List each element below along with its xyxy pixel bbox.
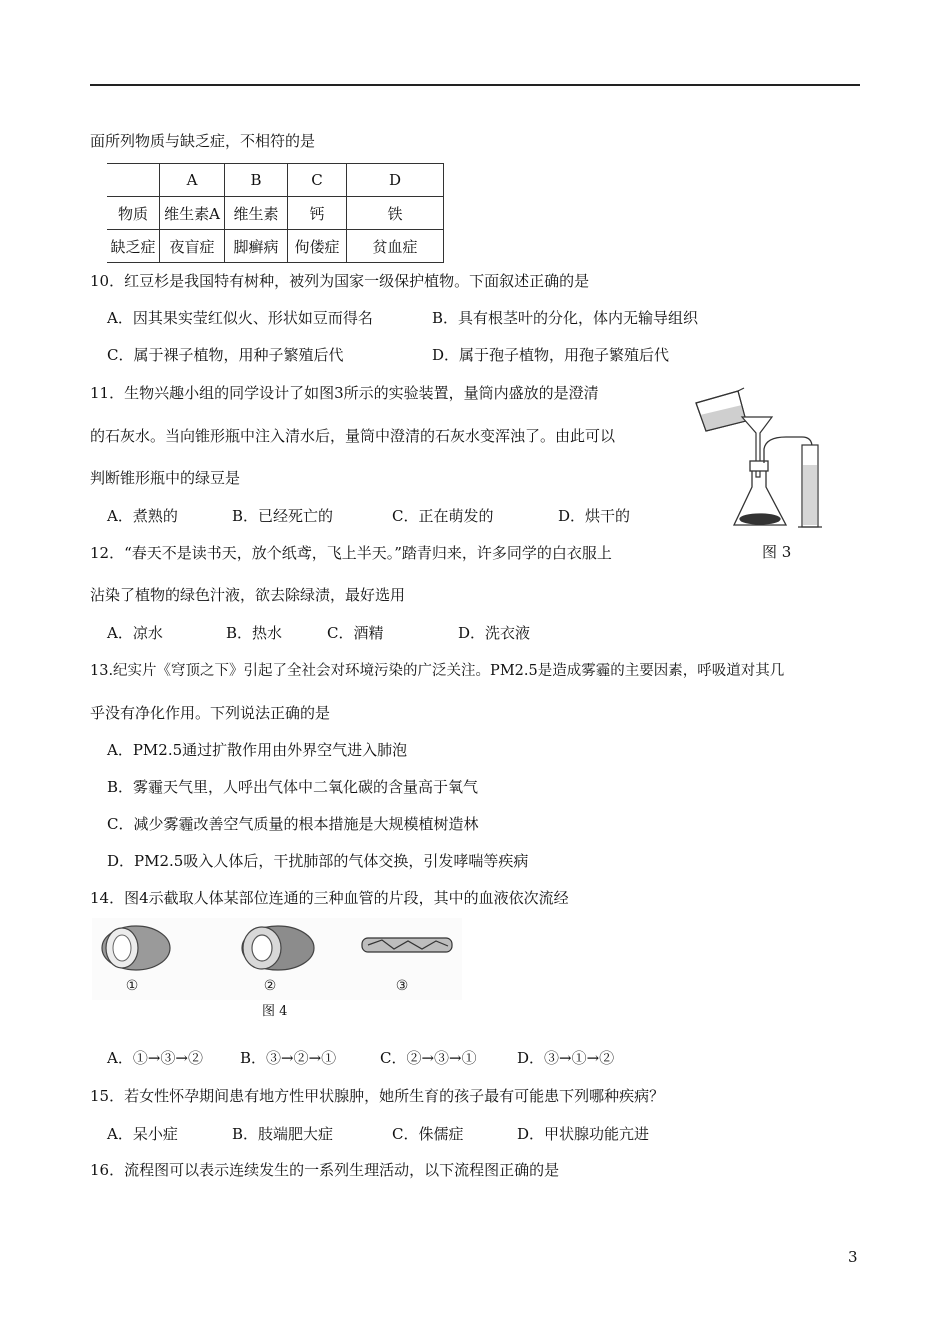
- table-cell: 维生素A: [160, 197, 225, 230]
- q15-option-b: B．肢端肥大症: [232, 1125, 334, 1143]
- table-row: [107, 164, 444, 197]
- q11-option-c: C．正在萌发的: [392, 507, 494, 525]
- figure-4-caption: 图 4: [262, 1004, 288, 1019]
- q14-stem: 14．图4示截取人体某部位连通的三种血管的片段，其中的血液依次流经: [90, 889, 569, 907]
- conical-flask-icon: [734, 461, 786, 525]
- q14-option-a: A．①→③→②: [107, 1049, 203, 1067]
- table-row: [107, 230, 444, 263]
- header-rule: [90, 84, 860, 86]
- q12-option-a: A．凉水: [107, 624, 163, 642]
- q10-option-a: A．因其果实莹红似火、形状如豆而得名: [107, 309, 373, 327]
- q12-stem-2: 沾染了植物的绿色汁液，欲去除绿渍，最好选用: [90, 586, 406, 604]
- q11-stem-1: 11．生物兴趣小组的同学设计了如图3所示的实验装置，量筒内盛放的是澄清: [90, 384, 599, 402]
- vessel-2-icon: [242, 926, 314, 970]
- q12-option-c: C．酒精: [327, 624, 384, 642]
- q11-option-b: B．已经死亡的: [232, 507, 334, 525]
- vessel-label-1: ①: [125, 978, 139, 994]
- q13-option-d: D．PM2.5吸入人体后，干扰肺部的气体交换，引发哮喘等疾病: [107, 852, 529, 870]
- q10-stem: 10．红豆杉是我国特有树种，被列为国家一级保护植物。下面叙述正确的是: [90, 272, 590, 290]
- figure-3-caption: 图 3: [762, 543, 792, 561]
- table-cell: 铁: [347, 197, 444, 230]
- vessel-label-2: ②: [263, 978, 277, 994]
- q16-stem: 16．流程图可以表示连续发生的一系列生理活动，以下流程图正确的是: [90, 1161, 560, 1179]
- table-cell: 钙: [288, 197, 347, 230]
- table-cell: C: [288, 164, 347, 197]
- q12-option-d: D．洗衣液: [458, 624, 531, 642]
- q12-stem-1: 12．“春天不是读书天，放个纸鸢，飞上半天。”踏青归来，许多同学的白衣服上: [90, 544, 612, 562]
- q12-option-b: B．热水: [226, 624, 283, 642]
- table-cell: D: [347, 164, 444, 197]
- table-cell: A: [160, 164, 225, 197]
- table-cell: 缺乏症: [107, 230, 160, 263]
- vessel-3-icon: [362, 938, 452, 952]
- table-cell: 贫血症: [347, 230, 444, 263]
- beaker-icon: [696, 388, 746, 431]
- q13-option-a: A．PM2.5通过扩散作用由外界空气进入肺泡: [107, 741, 408, 759]
- q13-option-c: C．减少雾霾改善空气质量的根本措施是大规模植树造林: [107, 815, 479, 833]
- q10-option-d: D．属于孢子植物，用孢子繁殖后代: [432, 346, 670, 364]
- q14-option-c: C．②→③→①: [380, 1049, 477, 1067]
- q13-stem-1: 13.纪实片《穹顶之下》引起了全社会对环境污染的广泛关注。PM2.5是造成雾霾的主要因素，呼吸道对其几: [90, 663, 785, 679]
- q10-option-b: B．具有根茎叶的分化，体内无输导组织: [432, 309, 699, 327]
- q11-option-d: D．烘干的: [558, 507, 631, 525]
- q10-option-c: C．属于裸子植物，用种子繁殖后代: [107, 346, 344, 364]
- table-cell: 夜盲症: [160, 230, 225, 263]
- deficiency-table: [107, 163, 444, 263]
- q9-stem-tail: 面所列物质与缺乏症，不相符的是: [90, 132, 316, 150]
- vessel-1-icon: [102, 926, 170, 970]
- table-cell: 佝偻症: [288, 230, 347, 263]
- q13-option-b: B．雾霾天气里，人呼出气体中二氧化碳的含量高于氧气: [107, 778, 479, 796]
- vessel-label-3: ③: [395, 978, 409, 994]
- q11-option-a: A．煮熟的: [107, 507, 178, 525]
- page-number: 3: [848, 1248, 858, 1266]
- q15-option-a: A．呆小症: [107, 1125, 178, 1143]
- table-cell: 维生素: [225, 197, 288, 230]
- table-cell: B: [225, 164, 288, 197]
- q15-stem: 15．若女性怀孕期间患有地方性甲状腺肿，她所生育的孩子最有可能患下列哪种疾病？: [90, 1087, 665, 1105]
- q15-option-c: C．侏儒症: [392, 1125, 464, 1143]
- q15-option-d: D．甲状腺功能亢进: [517, 1125, 650, 1143]
- q13-stem-2: 乎没有净化作用。下列说法正确的是: [90, 704, 331, 722]
- blood-vessels-figure: [92, 918, 462, 1000]
- q11-stem-3: 判断锥形瓶中的绿豆是: [90, 469, 241, 487]
- experiment-apparatus-figure: [690, 385, 830, 535]
- table-cell: 物质: [107, 197, 160, 230]
- measuring-cylinder-icon: [798, 445, 822, 527]
- q14-option-b: B．③→②→①: [240, 1049, 337, 1067]
- q14-option-d: D．③→①→②: [517, 1049, 615, 1067]
- table-row: [107, 197, 444, 230]
- table-cell: 脚癣病: [225, 230, 288, 263]
- q11-stem-2: 的石灰水。当向锥形瓶中注入清水后，量筒中澄清的石灰水变浑浊了。由此可以: [90, 427, 616, 445]
- table-cell: [107, 164, 160, 197]
